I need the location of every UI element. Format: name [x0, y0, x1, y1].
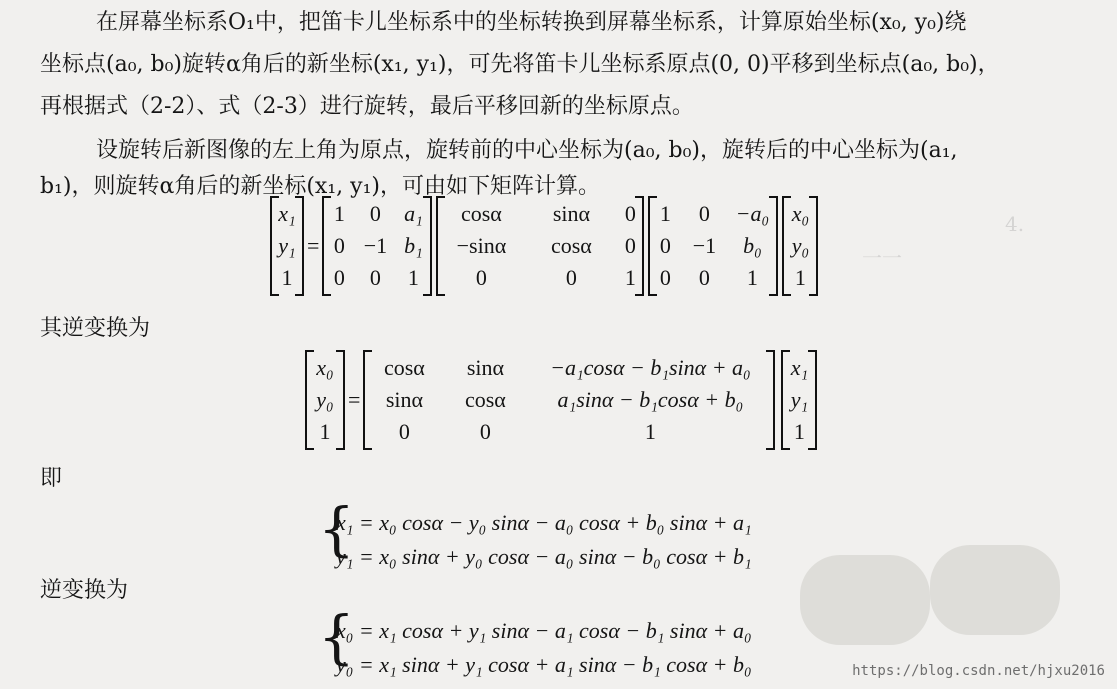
cell: y₁: [790, 387, 809, 412]
cell: −1: [363, 233, 388, 258]
cell: 1: [793, 419, 805, 444]
cell: y₁: [278, 233, 296, 258]
url-watermark: https://blog.csdn.net/hjxu2016: [852, 663, 1105, 679]
cell: b₁: [404, 233, 423, 258]
left-brace-2: {: [318, 603, 355, 671]
equation-rotation-matrix: [270, 198, 818, 294]
cell: x₁: [790, 355, 809, 380]
cell: 1: [644, 419, 656, 444]
equation-3-line-1: x₁ = x₀ cosα − y₀ sinα − a₀ cosα + b₀ sinα + a₁: [336, 510, 752, 535]
ghost-bleed-2: 4.: [1005, 212, 1025, 236]
paragraph-1-line-1: 在屏幕坐标系O₁中，把笛卡儿坐标系中的坐标转换到屏幕坐标系，计算原始坐标(x₀, y₀)绕: [96, 10, 967, 35]
cell: a₁: [404, 201, 423, 226]
cell: y₀: [791, 233, 810, 258]
cell: cosα: [550, 233, 592, 258]
cell: 0: [624, 233, 636, 258]
matrix-translate-0: [648, 198, 778, 294]
cell: a₁sinα − b₁cosα + b₀: [557, 387, 744, 412]
cell: 0: [475, 265, 487, 290]
cell: 0: [333, 265, 345, 290]
cell: cosα: [383, 355, 425, 380]
paragraph-2-line-2: b₁)，则旋转α角后的新坐标(x₁, y₁)，可由如下矩阵计算。: [40, 174, 600, 199]
cell: 1: [659, 201, 671, 226]
matrix-x0-vector-2: [305, 352, 345, 448]
equals-sign: =: [307, 233, 320, 258]
matrix-x1-vector-2: [781, 352, 817, 448]
cell: 0: [659, 233, 671, 258]
left-brace-1: {: [318, 495, 355, 563]
equation-3-line-2: y₁ = x₀ sinα + y₀ cosα − a₀ sinα − b₀ cosα + b₁: [336, 544, 752, 569]
paragraph-1-line-2: 坐标点(a₀, b₀)旋转α角后的新坐标(x₁, y₁)，可先将笛卡儿坐标系原点(0, 0)平移到坐标点(a₀, b₀)，: [40, 52, 1000, 77]
cell: x₁: [278, 201, 296, 226]
cell: sinα: [552, 201, 591, 226]
equation-4-line-2: y₀ = x₁ sinα + y₁ cosα + a₁ sinα − b₁ cosα + b₀: [336, 652, 752, 677]
equals-sign: =: [348, 387, 361, 412]
stamp-shape-2: [930, 545, 1060, 635]
cell: x₀: [791, 201, 810, 226]
cell: 0: [698, 265, 710, 290]
cell: 1: [746, 265, 758, 290]
label-inverse-transform-2: 逆变换为: [40, 578, 129, 603]
cell: cosα: [460, 201, 502, 226]
cell: 1: [281, 265, 293, 290]
cell: 0: [333, 233, 345, 258]
cell: 0: [624, 201, 636, 226]
cell: 0: [659, 265, 671, 290]
equation-inverse-matrix: [305, 352, 817, 448]
matrix-rotation: [436, 198, 644, 294]
cell: 0: [369, 265, 381, 290]
label-ie: 即: [40, 466, 63, 491]
cell: −a₁cosα − b₁sinα + a₀: [550, 355, 751, 380]
cell: y₀: [316, 387, 334, 412]
cell: 1: [624, 265, 636, 290]
cell: 1: [333, 201, 345, 226]
cell: −sinα: [456, 233, 507, 258]
matrix-x0-vector: [782, 198, 818, 294]
cell: 0: [369, 201, 381, 226]
cell: sinα: [385, 387, 424, 412]
stamp-shape-1: [800, 555, 930, 645]
cell: sinα: [466, 355, 505, 380]
cell: 0: [565, 265, 577, 290]
matrix-x1-vector: [270, 198, 304, 294]
label-inverse-transform: 其逆变换为: [40, 316, 151, 341]
equation-4-line-1: x₀ = x₁ cosα + y₁ sinα − a₁ cosα − b₁ sinα + a₀: [336, 618, 752, 643]
cell: x₀: [316, 355, 334, 380]
cell: −1: [692, 233, 717, 258]
cell: 1: [407, 265, 419, 290]
cell: b₀: [743, 233, 762, 258]
matrix-translate-1: [322, 198, 432, 294]
cell: 0: [479, 419, 491, 444]
cell: −a₀: [735, 201, 770, 226]
cell: 1: [319, 419, 331, 444]
matrix-inverse: [363, 352, 775, 448]
cell: 0: [398, 419, 410, 444]
paragraph-1-line-3: 再根据式（2-2）、式（2-3）进行旋转，最后平移回新的坐标原点。: [40, 94, 694, 119]
cell: cosα: [464, 387, 506, 412]
paragraph-2-line-1: 设旋转后新图像的左上角为原点，旋转前的中心坐标为(a₀, b₀)，旋转后的中心坐标为(a₁,: [96, 138, 958, 163]
ghost-bleed-1: 一一: [862, 246, 902, 270]
cell: 0: [698, 201, 710, 226]
cell: 1: [794, 265, 806, 290]
